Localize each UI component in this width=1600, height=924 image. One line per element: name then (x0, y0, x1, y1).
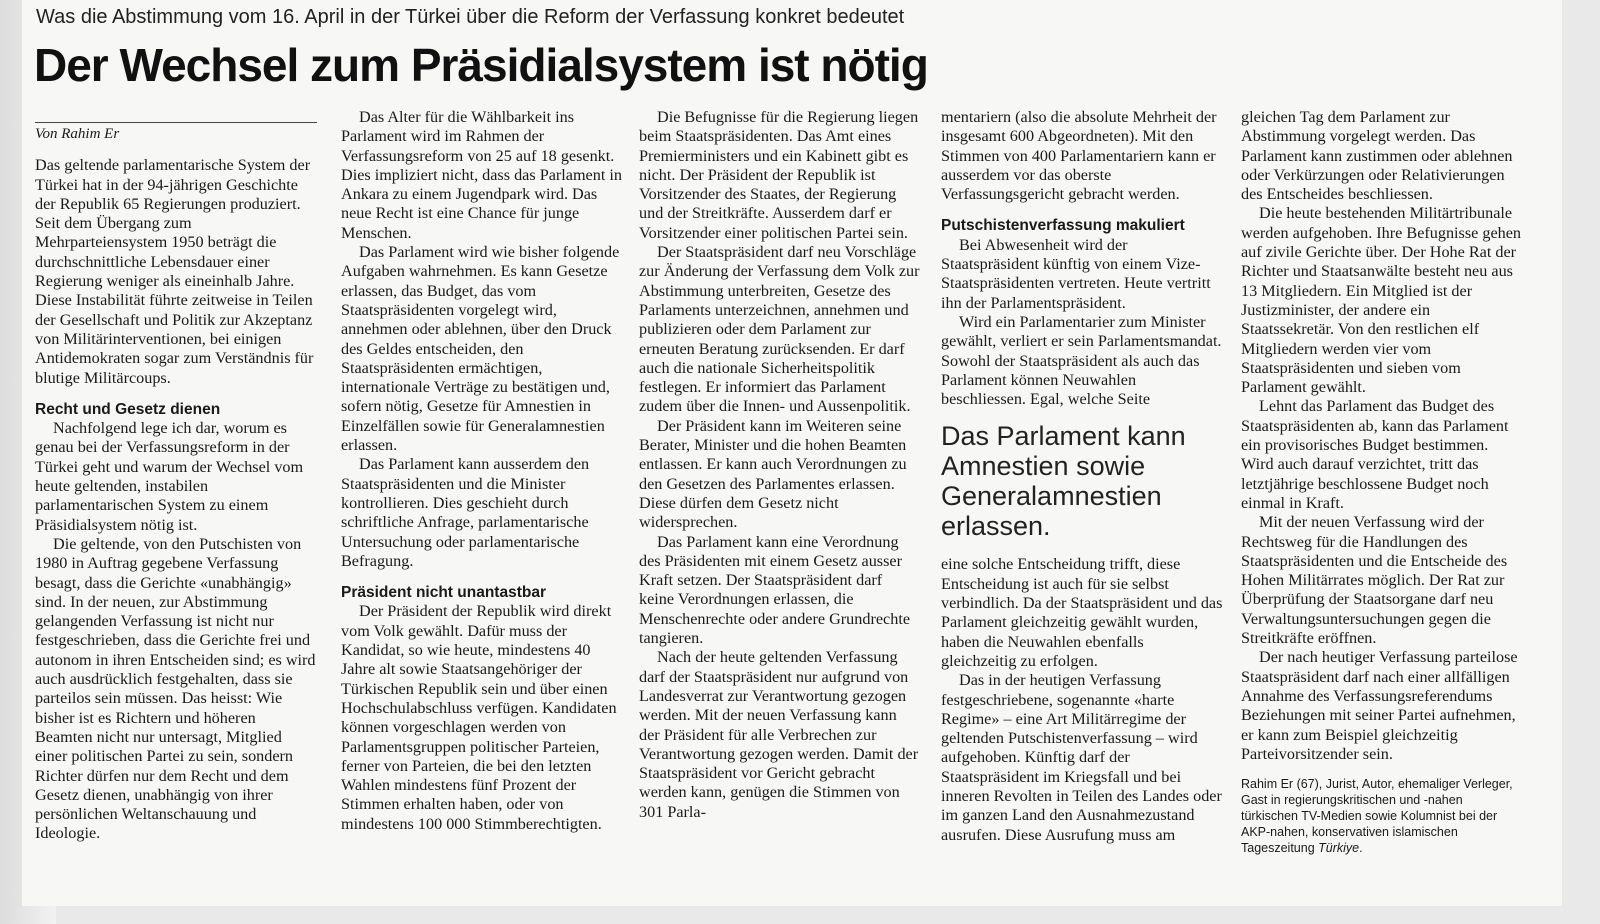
paragraph: Mit der neuen Verfassung wird der Rechtsweg für die Handlungen des Staatspräsidenten und die Entscheide des Hohen Militärrates möglich. Der Rat zur Überprüfung der Staatsorgane darf neu Verwaltungsuntersuchungen gegen die Streitkräfte eröffnen. (1241, 513, 1508, 648)
paragraph: Das Parlament kann ausserdem den Staatspräsidenten und die Minister kontrollieren. Dies geschieht durch schriftliche Anfrage, parlamentarische Untersuchung oder parlamentarische Befragung. (341, 455, 590, 570)
paragraph: Die heute bestehenden Militärtribunale werden aufgehoben. Ihre Befugnisse gehen auf zivile Gerichte über. Der Hohe Rat der Richter und Staatsanwälte besteht neu aus 13 Mitgliedern. Ein Mitglied ist der Justizminister, der andere ein Staatssekretär. Von den restlichen elf Mitgliedern werden vier vom Staatspräsidenten und sieben vom Parlament gewählt. (1241, 204, 1522, 397)
paragraph: gleichen Tag dem Parlament zur Abstimmung vorgelegt werden. Das Parlament kann zustimmen oder ablehnen oder Verkürzungen oder Relativierungen des Entscheides beschliessen. (1241, 108, 1513, 204)
author-bio (1241, 776, 1523, 856)
column-4 (941, 108, 1223, 845)
paragraph: Der nach heutiger Verfassung parteilose Staatspräsident darf nach einer allfälligen Annahme des Verfassungsreferendums Beziehungen mit seiner Partei aufnehmen, er kann zum Beispiel gleichzeitig Parteivorsitzender sein. (1241, 648, 1518, 763)
column-1 (35, 122, 317, 844)
byline: Von Rahim Er (35, 122, 317, 144)
paragraph: Der Staatspräsident darf neu Vorschläge zur Änderung der Verfassung dem Volk zur Abstimmung unterbreiten, Gesetze des Parlaments unterzeichnen, annehmen und publizieren oder dem Parlament zur erneuten Beratung zurücksenden. Er darf auch die nationale Sicherheitspolitik festlegen. Er informiert das Parlament zudem über die Innen- und Aussenpolitik. (639, 243, 920, 416)
subheading: Präsident nicht unantastbar (341, 584, 546, 602)
paragraph: mentariern (also die absolute Mehrheit der insgesamt 600 Abgeordneten). Mit den Stimmen von 400 Parlamentariern kann er ausserdem vor das oberste Verfassungsgericht gebracht werden. (941, 108, 1217, 204)
paragraph: Das Parlament kann eine Verordnung des Präsidenten mit einem Gesetz ausser Kraft setzen. Der Staatspräsident darf keine Verordnungen erlassen, die Menschenrechte oder andere Grundrechte tangieren. (639, 532, 910, 648)
paragraph: Das geltende parlamentarische System der Türkei hat in der 94-jährigen Geschichte der Republik 65 Regierungen produziert. Seit dem Übergang zum Mehrparteiensystem 1950 beträgt die durchschnittliche Lebensdauer einer Regierung weniger als eineinhalb Jahre. Diese Instabilität führte zeitweise in Teilen der Gesellschaft und Politik zur Akzeptanz von Militärinterventionen, bei einigen Antidemokraten sogar zum Verständnis für blutige Militärcoups. (35, 156, 314, 387)
headline: Der Wechsel zum Präsidialsystem ist nötig (34, 39, 928, 91)
paragraph: Nachfolgend lege ich dar, worum es genau bei der Verfassungsreform in der Türkei geht und warum der Wechsel vom heute geltenden, instabilen parlamentarischen System zu einem Präsidialsystem nötig ist. (35, 419, 304, 534)
newspaper-name: Türkiye (1318, 841, 1360, 856)
author-bio-text: Rahim Er (67), Jurist, Autor, ehemaliger Verleger, Gast in regierungskritischen und -nahen türkischen TV-Medien sowie Kolumnist bei der AKP-nahen, konservativen islamischen Tageszeitung (1241, 777, 1513, 856)
paragraph: Die Befugnisse für die Regierung liegen beim Staatspräsidenten. Das Amt eines Premierministers und ein Kabinett gibt es nicht. Der Präsident der Republik ist Vorsitzender des Staates, der Regierung und der Streitkräfte. Ausserdem darf er Vorsitzender einer politischen Partei sein. (639, 108, 919, 242)
paragraph: Das Parlament wird wie bisher folgende Aufgaben wahrnehmen. Es kann Gesetze erlassen, das Budget, das vom Staatspräsidenten vorgelegt wird, annehmen oder ablehnen, über den Druck des Geldes entscheiden, den Staatspräsidenten ermächtigen, internationale Verträge zu bestätigen und, sofern nötig, Gesetze für Amnestien in Einzelfällen sowie für Generalamnestien erlassen. (341, 243, 620, 455)
column-2 (341, 108, 623, 834)
paragraph: Der Präsident der Republik wird direkt vom Volk gewählt. Dafür muss der Kandidat, so wie heute, mindestens 40 Jahre alt sowie Staatsangehöriger der Türkischen Republik sein und über einen Hochschulabschluss verfügen. Kandidaten können vorgeschlagen werden von Parlamentsgruppen politischer Parteien, ferner von Parteien, die bei den letzten Wahlen mindestens fünf Prozent der Stimmen erhalten haben, oder von mindestens 100 000 Stimmberechtigten. (341, 602, 617, 833)
column-3 (639, 108, 921, 822)
subheading: Putschistenverfassung makuliert (941, 217, 1185, 235)
paragraph: Wird ein Parlamentarier zum Minister gewählt, verliert er sein Parlamentsmandat. Sowohl der Staatspräsident als auch das Parlament können Neuwahlen beschliessen. Egal, welche Seite (941, 312, 1222, 409)
paragraph: Das Alter für die Wählbarkeit ins Parlament wird im Rahmen der Verfassungsreform von 25 auf 18 gesenkt. Dies impliziert nicht, dass das Parlament in Ankara zu einem Jugendpark wird. Das neue Recht ist eine Chance für junge Menschen. (341, 108, 622, 242)
subheading: Recht und Gesetz dienen (35, 400, 221, 418)
paragraph: Die geltende, von den Putschisten von 1980 in Auftrag gegebene Verfassung besagt, dass die Gerichte «unabhängig» sind. In der neuen, zur Abstimmung gelangenden Verfassung ist nicht nur festgeschrieben, dass die Gerichte frei und autonom in ihren Entscheiden sind; es wird auch ausdrücklich festgehalten, dass sie parteilos sein müssen. Das heisst: Wie bisher ist es Richtern und höheren Beamten nicht nur untersagt, Mitglied einer politischen Partei zu sein, sondern Richter dürfen nur dem Recht und dem Gesetz dienen, unabhängig von ihrer persönlichen Weltanschauung und Ideologie. (35, 534, 316, 843)
pull-quote: Das Parlament kann Amnestien sowie Generalamnestien erlassen. (941, 421, 1186, 542)
paragraph: Bei Abwesenheit wird der Staatspräsident künftig von einem Vize-Staatspräsidenten vertreten. Heute vertritt ihn der Parlamentspräsident. (941, 235, 1211, 312)
paragraph: Nach der heute geltenden Verfassung darf der Staatspräsident nur aufgrund von Landesverrat zur Verantwortung gezogen werden. Mit der neuen Verfassung kann der Präsident für alle Verbrechen zur Verantwortung gezogen werden. Damit der Staatspräsident vor Gericht gebracht werden kann, genügen die Stimmen von 301 Parla- (639, 648, 919, 821)
paragraph: Lehnt das Parlament das Budget des Staatspräsidenten ab, kann das Parlament ein provisorisches Budget bestimmen. Wird auch darauf verzichtet, tritt das letztjährige beschlossene Budget noch einmal in Kraft. (1241, 397, 1509, 512)
bio-period: . (1359, 841, 1363, 856)
paragraph: Das in der heutigen Verfassung festgeschriebene, sogenannte «harte Regime» – eine Art Militärregime der geltenden Putschistenverfassung – wird aufgehoben. Künftig darf der Staatspräsident im Kriegsfall und bei inneren Revolten in Teilen des Landes oder im ganzen Land den Ausnahmezustand ausrufen. Diese Ausrufung muss am (941, 671, 1222, 844)
kicker: Was die Abstimmung vom 16. April in der Türkei über die Reform der Verfassung konkret bedeutet (36, 6, 905, 28)
paragraph: eine solche Entscheidung trifft, diese Entscheidung ist auch für sie selbst verbindlich. Da der Staatspräsident und das Parlament gleichzeitig gewählt wurden, haben die Neuwahlen ebenfalls gleichzeitig zu erfolgen. (941, 555, 1223, 670)
column-5 (1241, 108, 1523, 856)
paragraph: Der Präsident kann im Weiteren seine Berater, Minister und die hohen Beamten entlassen. Er kann auch Verordnungen zu den Gesetzen des Parlamentes erlassen. Diese dürfen dem Gesetz nicht widersprechen. (639, 416, 907, 532)
